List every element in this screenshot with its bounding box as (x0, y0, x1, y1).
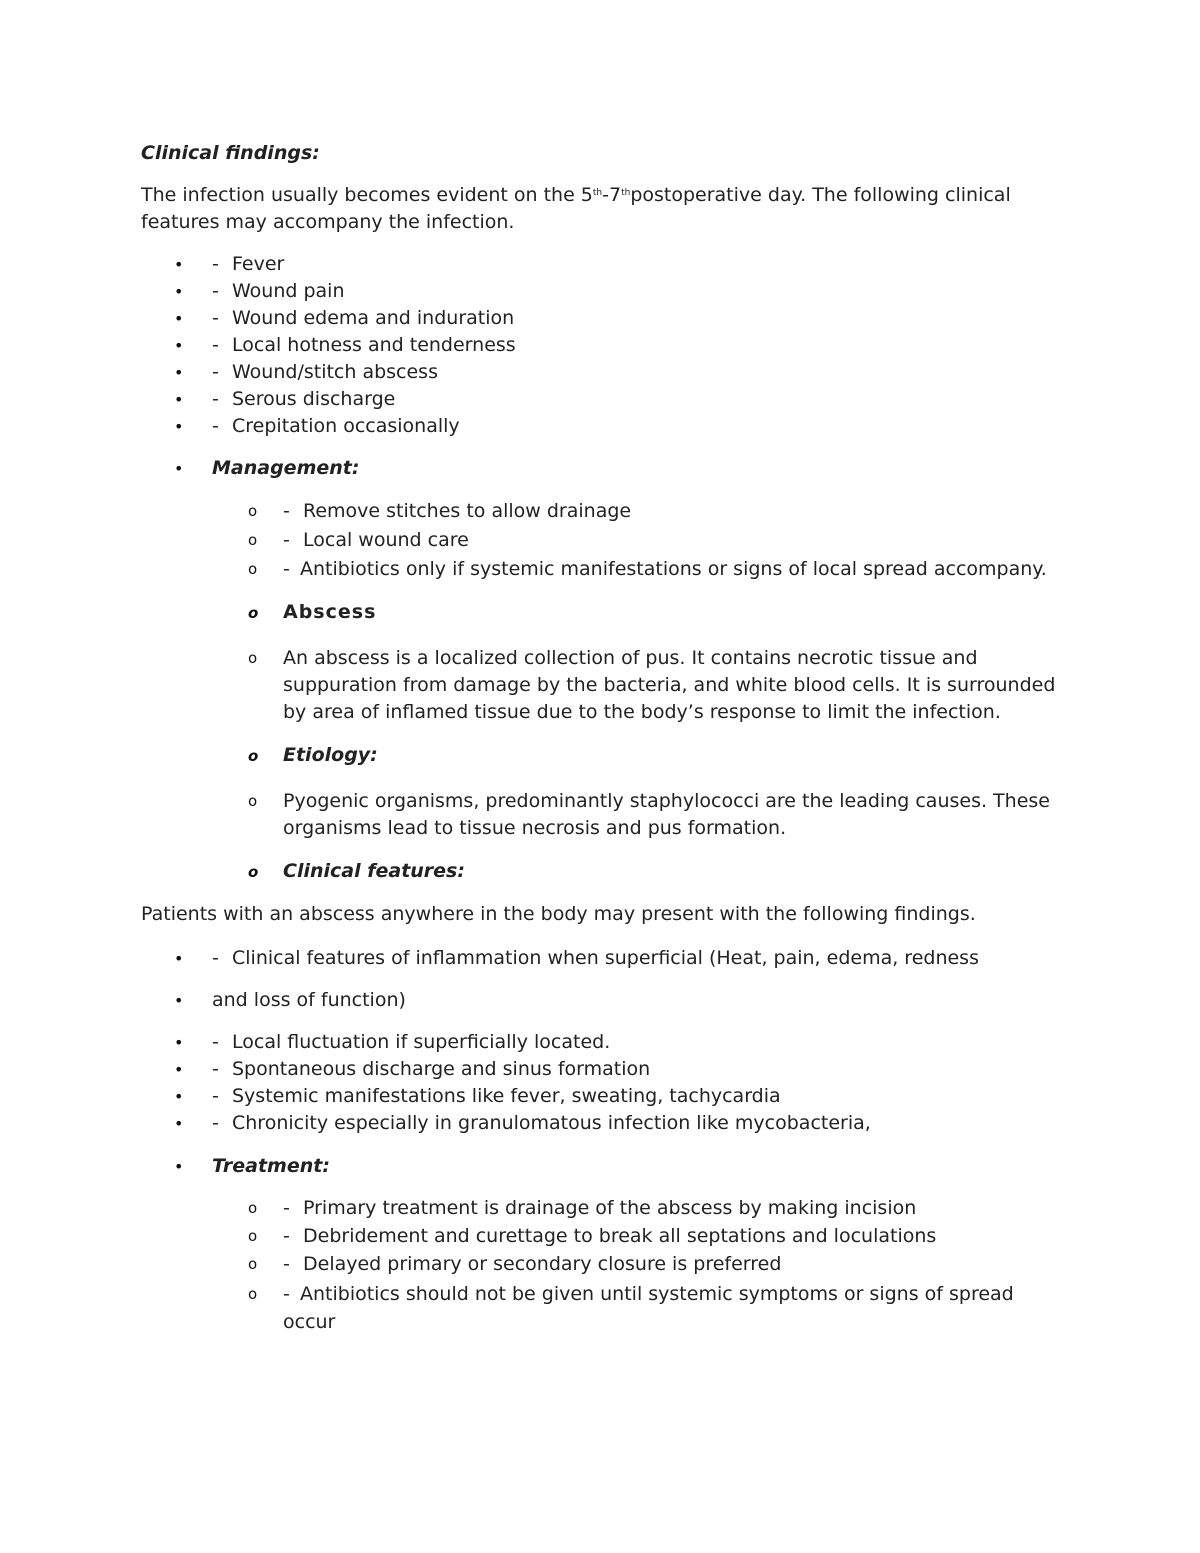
bullet-icon: • (174, 991, 184, 1010)
sub-bullet-icon: o (248, 649, 258, 667)
sub-bullet-icon: o (248, 1285, 258, 1303)
bullet-icon: • (174, 949, 184, 968)
intro-text-b: -7 (602, 184, 622, 206)
abscess-para-line: by area of inflamed tissue due to the body’s response to limit the infection. (283, 701, 1001, 723)
list-item: - Wound edema and induration (212, 307, 515, 329)
list-item: - Wound pain (212, 280, 345, 302)
bullet-icon: • (174, 282, 184, 301)
bullet-icon: • (174, 417, 184, 436)
sub-bullet-icon: o (248, 747, 259, 765)
intro-text-a: The infection usually becomes evident on the 5 (141, 184, 593, 206)
list-item: - Wound/stitch abscess (212, 361, 438, 383)
bullet-icon: • (174, 255, 184, 274)
etiology-para-line: Pyogenic organisms, predominantly staphylococci are the leading causes. These (283, 790, 1050, 812)
sub-bullet-icon: o (248, 560, 258, 578)
clinical-features-heading: Clinical features: (283, 860, 465, 882)
sub-bullet-icon: o (248, 792, 258, 810)
bullet-icon: • (174, 1087, 184, 1106)
list-item: - Spontaneous discharge and sinus formation (212, 1058, 651, 1080)
intro-sup-2: th (621, 188, 631, 198)
sub-bullet-icon: o (248, 1199, 258, 1217)
bullet-icon: • (174, 459, 184, 478)
treatment-heading: Treatment: (212, 1155, 330, 1177)
intro-text-c: postoperative day. The following clinical (630, 184, 1011, 206)
bullet-icon: • (174, 363, 184, 382)
bullet-icon: • (174, 336, 184, 355)
list-item: - Fever (212, 253, 285, 275)
abscess-para-line: suppuration from damage by the bacteria, and white blood cells. It is surrounded (283, 674, 1056, 696)
sub-bullet-icon: o (248, 502, 258, 520)
bullet-icon: • (174, 1033, 184, 1052)
list-item: - Local fluctuation if superficially located. (212, 1031, 611, 1053)
intro-line-1 (141, 182, 1011, 209)
bullet-icon: • (174, 1060, 184, 1079)
sub-bullet-icon: o (248, 604, 259, 622)
clinical-findings-heading: Clinical findings: (141, 142, 320, 164)
sub-bullet-icon: o (248, 1255, 258, 1273)
intro-sup-1: th (592, 188, 603, 198)
sub-bullet-icon: o (248, 531, 258, 549)
bullet-icon: • (174, 309, 184, 328)
bullet-icon: • (174, 1157, 184, 1176)
list-item: and loss of function) (212, 989, 406, 1011)
list-item: - Antibiotics only if systemic manifestations or signs of local spread accompany. (283, 558, 1047, 580)
abscess-para-line: An abscess is a localized collection of pus. It contains necrotic tissue and (283, 647, 978, 669)
list-item: - Serous discharge (212, 388, 396, 410)
bullet-icon: • (174, 390, 184, 409)
etiology-heading: Etiology: (283, 744, 378, 766)
list-item: - Antibiotics should not be given until systemic symptoms or signs of spread (283, 1283, 1014, 1305)
sub-bullet-icon: o (248, 1227, 258, 1245)
clinical-features-intro: Patients with an abscess anywhere in the body may present with the following findings. (141, 903, 976, 925)
list-item: - Crepitation occasionally (212, 415, 460, 437)
list-item-continuation: occur (283, 1311, 336, 1333)
list-item: - Systemic manifestations like fever, sweating, tachycardia (212, 1085, 781, 1107)
list-item: - Local wound care (283, 529, 469, 551)
sub-bullet-icon: o (248, 863, 259, 881)
etiology-para-line: organisms lead to tissue necrosis and pus formation. (283, 817, 787, 839)
list-item: - Clinical features of inflammation when superficial (Heat, pain, edema, redness (212, 947, 979, 969)
list-item: - Debridement and curettage to break all septations and loculations (283, 1225, 937, 1247)
bullet-icon: • (174, 1114, 184, 1133)
list-item: - Chronicity especially in granulomatous infection like mycobacteria, (212, 1112, 871, 1134)
list-item: - Local hotness and tenderness (212, 334, 516, 356)
list-item: - Primary treatment is drainage of the abscess by making incision (283, 1197, 917, 1219)
list-item: - Delayed primary or secondary closure is preferred (283, 1253, 782, 1275)
intro-line-2: features may accompany the infection. (141, 211, 515, 233)
abscess-heading: Abscess (283, 601, 377, 623)
list-item: - Remove stitches to allow drainage (283, 500, 632, 522)
management-heading: Management: (212, 457, 360, 479)
